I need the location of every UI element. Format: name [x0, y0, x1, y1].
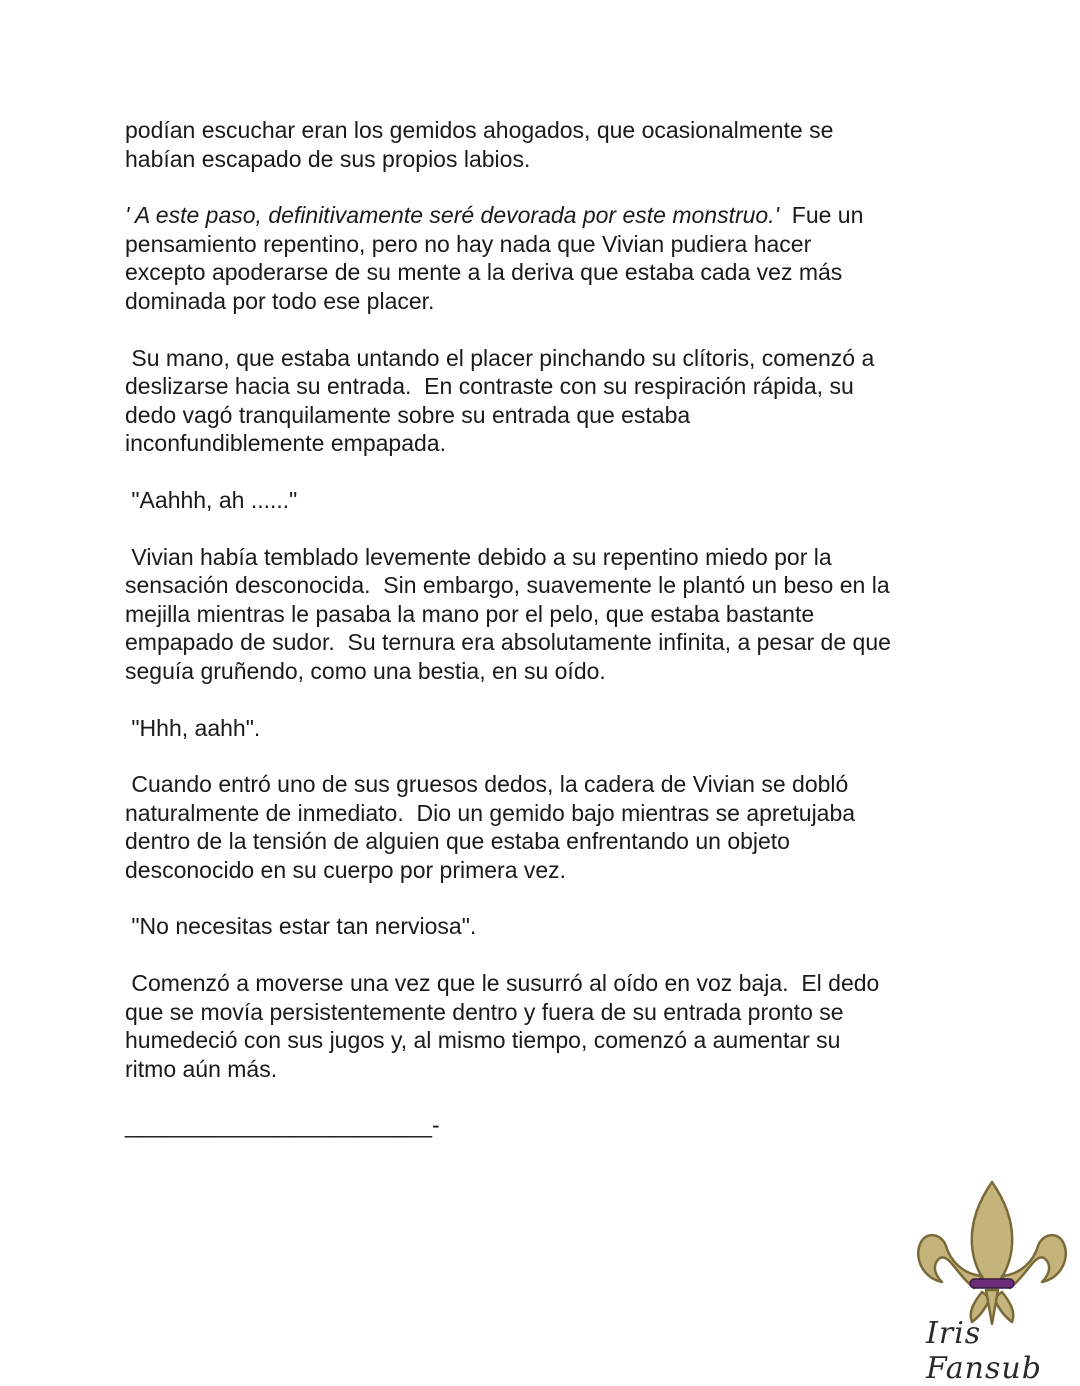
- paragraph-9: Comenzó a moverse una vez que le susurró al oído en voz baja. El dedo que se movía persistentemente dentro y fuera de su entrada pronto se humedeció con sus jugos y, al mismo tiempo, comenzó a aumentar su ritmo aún más.: [125, 970, 880, 1082]
- inner-thought: ' A este paso, definitivamente seré devorada por este monstruo.': [125, 202, 779, 229]
- document-body: [125, 116, 965, 1140]
- paragraph-6: "Hhh, aahh".: [125, 714, 261, 741]
- paragraph-4: "Aahhh, ah ......": [125, 486, 298, 513]
- paragraph-3: Su mano, que estaba untando el placer pinchando su clítoris, comenzó a deslizarse hacia su entrada. En contraste con su respiración rápida, su dedo vagó tranquilamente sobre su entrada que estaba inconfundiblemente empapada.: [125, 344, 875, 457]
- paragraph-8: "No necesitas estar tan nerviosa".: [125, 913, 477, 940]
- section-divider: ________________________-: [125, 1112, 440, 1139]
- paragraph-5: Vivian había temblado levemente debido a su repentino miedo por la sensación desconocida. Sin embargo, suavemente le plantó un beso en la mejilla mientras le pasaba la mano por el pelo, que estaba bastante empapado de sudor. Su ternura era absolutamente infinita, a pesar de que seguía gruñendo, como una bestia, en su oído.: [125, 543, 891, 684]
- watermark-text: Iris Fansub: [926, 1316, 1042, 1386]
- paragraph-7: Cuando entró uno de sus gruesos dedos, la cadera de Vivian se dobló naturalmente de inmediato. Dio un gemido bajo mientras se apretujaba dentro de la tensión de alguien que estaba enfrentando un objeto desconocido en su cuerpo por primera vez.: [125, 771, 856, 883]
- paragraph-1: podían escuchar eran los gemidos ahogados, que ocasionalmente se habían escapado de sus propios labios.: [125, 117, 834, 172]
- paragraph-2: ' A este paso, definitivamente seré devorada por este monstruo.' Fue un pensamiento repentino, pero no hay nada que Vivian pudiera hacer excepto apoderarse de su mente a la deriva que estaba cada vez más dominada por todo ese placer.: [125, 202, 864, 314]
